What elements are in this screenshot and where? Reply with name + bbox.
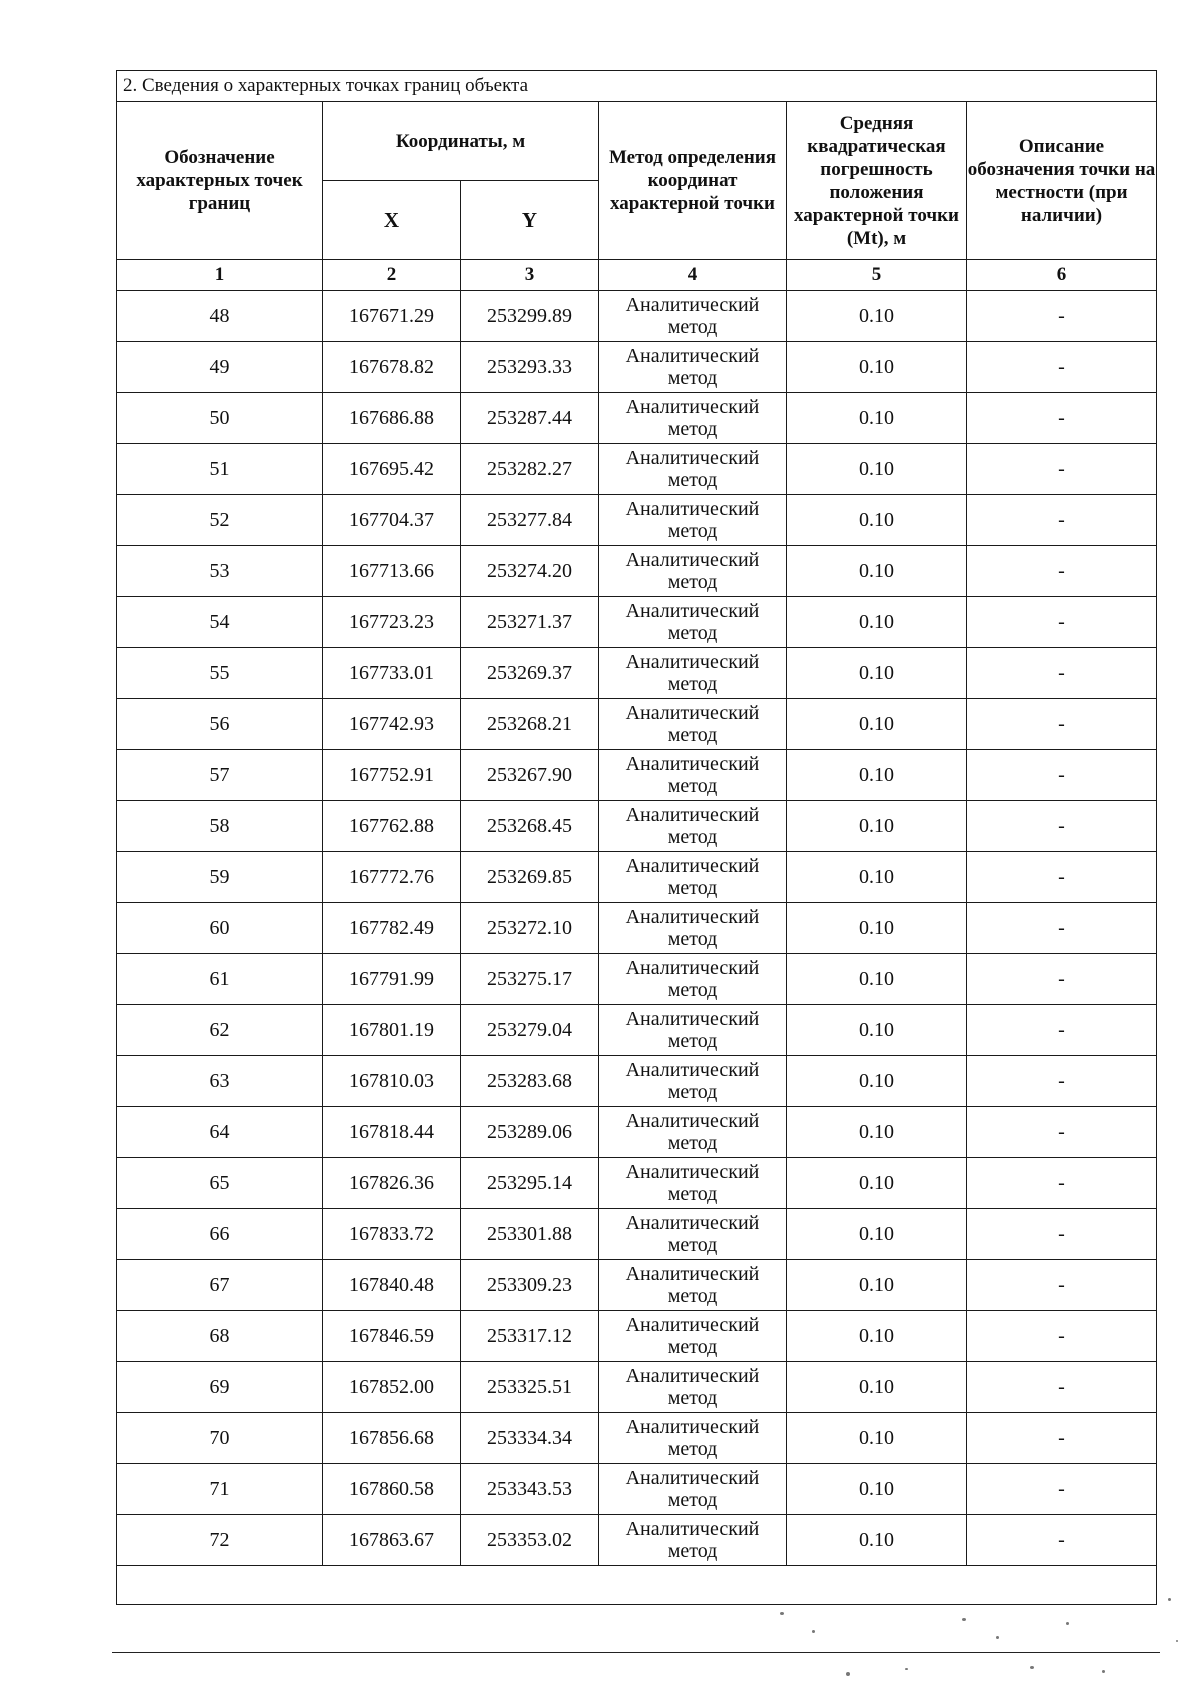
point-id-cell: 62 [117,1005,323,1056]
x-coordinate-cell: 167863.67 [323,1515,461,1566]
boundary-points-sheet [116,70,1156,1605]
y-coordinate-cell: 253269.85 [461,852,599,903]
y-coordinate-cell: 253271.37 [461,597,599,648]
mean-error-cell: 0.10 [787,954,967,1005]
x-coordinate-cell: 167733.01 [323,648,461,699]
mean-error-cell: 0.10 [787,597,967,648]
method-line-2: метод [667,826,718,848]
method-line-1: Аналитический [625,1416,760,1438]
method-line-1: Аналитический [625,1110,760,1132]
method-line-2: метод [667,1030,718,1052]
x-coordinate-cell: 167752.91 [323,750,461,801]
method-line-1: Аналитический [625,906,760,928]
description-cell: - [967,954,1157,1005]
point-id-cell: 57 [117,750,323,801]
point-id-cell: 67 [117,1260,323,1311]
y-coordinate-cell: 253295.14 [461,1158,599,1209]
mean-error-cell: 0.10 [787,1107,967,1158]
method-line-1: Аналитический [625,1518,760,1540]
y-coordinate-cell: 253299.89 [461,291,599,342]
method-line-1: Аналитический [625,498,760,520]
x-coordinate-cell: 167801.19 [323,1005,461,1056]
mean-error-cell: 0.10 [787,1005,967,1056]
description-cell: - [967,699,1157,750]
mean-error-cell: 0.10 [787,546,967,597]
point-id-cell: 54 [117,597,323,648]
mean-error-cell: 0.10 [787,393,967,444]
method-line-2: метод [667,1234,718,1256]
y-coordinate-cell: 253274.20 [461,546,599,597]
method-line-2: метод [667,775,718,797]
x-coordinate-cell: 167852.00 [323,1362,461,1413]
y-coordinate-cell: 253269.37 [461,648,599,699]
table-footer-row [117,1566,1157,1605]
method-cell [599,801,787,852]
point-id-cell: 49 [117,342,323,393]
header-y: Y [461,181,599,260]
x-coordinate-cell: 167810.03 [323,1056,461,1107]
table-row [117,1005,1157,1056]
header-coordinates: Координаты, м [323,102,599,181]
method-cell [599,1260,787,1311]
method-line-1: Аналитический [625,549,760,571]
y-coordinate-cell: 253272.10 [461,903,599,954]
description-cell: - [967,444,1157,495]
column-number: 2 [323,260,461,291]
y-coordinate-cell: 253343.53 [461,1464,599,1515]
point-id-cell: 72 [117,1515,323,1566]
point-id-cell: 53 [117,546,323,597]
method-cell [599,444,787,495]
method-cell [599,546,787,597]
method-line-2: метод [667,418,718,440]
x-coordinate-cell: 167791.99 [323,954,461,1005]
method-cell [599,597,787,648]
description-cell: - [967,1413,1157,1464]
y-coordinate-cell: 253277.84 [461,495,599,546]
description-cell: - [967,750,1157,801]
y-coordinate-cell: 253275.17 [461,954,599,1005]
description-cell: - [967,1260,1157,1311]
x-coordinate-cell: 167840.48 [323,1260,461,1311]
boundary-points-table [116,70,1157,1605]
method-line-1: Аналитический [625,1467,760,1489]
method-cell [599,1209,787,1260]
method-cell [599,648,787,699]
mean-error-cell: 0.10 [787,699,967,750]
point-id-cell: 50 [117,393,323,444]
table-row [117,750,1157,801]
point-id-cell: 51 [117,444,323,495]
point-id-cell: 68 [117,1311,323,1362]
method-cell [599,495,787,546]
mean-error-cell: 0.10 [787,1209,967,1260]
point-id-cell: 61 [117,954,323,1005]
mean-error-cell: 0.10 [787,1413,967,1464]
mean-error-cell: 0.10 [787,903,967,954]
table-row [117,1362,1157,1413]
x-coordinate-cell: 167762.88 [323,801,461,852]
x-coordinate-cell: 167678.82 [323,342,461,393]
method-cell [599,1056,787,1107]
x-coordinate-cell: 167742.93 [323,699,461,750]
point-id-cell: 56 [117,699,323,750]
point-id-cell: 70 [117,1413,323,1464]
mean-error-cell: 0.10 [787,801,967,852]
method-line-1: Аналитический [625,1263,760,1285]
y-coordinate-cell: 253317.12 [461,1311,599,1362]
table-row [117,903,1157,954]
table-row [117,954,1157,1005]
description-cell: - [967,1464,1157,1515]
description-cell: - [967,546,1157,597]
table-row [117,1311,1157,1362]
x-coordinate-cell: 167833.72 [323,1209,461,1260]
table-row [117,852,1157,903]
header-point-designation: Обозначение характерных точек границ [117,102,323,260]
mean-error-cell: 0.10 [787,648,967,699]
mean-error-cell: 0.10 [787,1056,967,1107]
method-cell [599,852,787,903]
description-cell: - [967,1056,1157,1107]
mean-error-cell: 0.10 [787,342,967,393]
method-line-1: Аналитический [625,702,760,724]
table-row [117,495,1157,546]
method-cell [599,1311,787,1362]
description-cell: - [967,1158,1157,1209]
method-line-2: метод [667,1081,718,1103]
x-coordinate-cell: 167704.37 [323,495,461,546]
table-row [117,1464,1157,1515]
table-row [117,1209,1157,1260]
method-cell [599,342,787,393]
method-line-1: Аналитический [625,600,760,622]
point-id-cell: 64 [117,1107,323,1158]
description-cell: - [967,495,1157,546]
y-coordinate-cell: 253289.06 [461,1107,599,1158]
point-id-cell: 63 [117,1056,323,1107]
x-coordinate-cell: 167772.76 [323,852,461,903]
table-row [117,597,1157,648]
x-coordinate-cell: 167713.66 [323,546,461,597]
y-coordinate-cell: 253268.21 [461,699,599,750]
description-cell: - [967,801,1157,852]
method-cell [599,1362,787,1413]
point-id-cell: 65 [117,1158,323,1209]
column-number: 1 [117,260,323,291]
method-line-1: Аналитический [625,396,760,418]
x-coordinate-cell: 167686.88 [323,393,461,444]
y-coordinate-cell: 253268.45 [461,801,599,852]
point-id-cell: 55 [117,648,323,699]
y-coordinate-cell: 253282.27 [461,444,599,495]
description-cell: - [967,1005,1157,1056]
x-coordinate-cell: 167671.29 [323,291,461,342]
table-row [117,801,1157,852]
description-cell: - [967,597,1157,648]
column-number: 6 [967,260,1157,291]
y-coordinate-cell: 253279.04 [461,1005,599,1056]
y-coordinate-cell: 253267.90 [461,750,599,801]
method-line-2: метод [667,1183,718,1205]
method-line-2: метод [667,1132,718,1154]
description-cell: - [967,1209,1157,1260]
table-row [117,1413,1157,1464]
empty-footer-cell [117,1566,1157,1605]
point-id-cell: 52 [117,495,323,546]
mean-error-cell: 0.10 [787,291,967,342]
method-line-1: Аналитический [625,294,760,316]
table-row [117,342,1157,393]
point-id-cell: 69 [117,1362,323,1413]
method-line-2: метод [667,1336,718,1358]
header-description: Описание обозначения точки на местности (при наличии) [967,102,1157,260]
mean-error-cell: 0.10 [787,1311,967,1362]
mean-error-cell: 0.10 [787,1515,967,1566]
table-row [117,546,1157,597]
header-x: X [323,181,461,260]
description-cell: - [967,903,1157,954]
method-line-2: метод [667,877,718,899]
method-cell [599,1464,787,1515]
point-id-cell: 48 [117,291,323,342]
method-cell [599,750,787,801]
method-line-1: Аналитический [625,804,760,826]
table-row [117,1056,1157,1107]
method-cell [599,1413,787,1464]
method-line-2: метод [667,1489,718,1511]
method-line-1: Аналитический [625,1059,760,1081]
point-id-cell: 58 [117,801,323,852]
mean-error-cell: 0.10 [787,750,967,801]
method-line-2: метод [667,724,718,746]
method-line-1: Аналитический [625,1365,760,1387]
method-line-2: метод [667,367,718,389]
method-line-2: метод [667,1285,718,1307]
description-cell: - [967,342,1157,393]
description-cell: - [967,648,1157,699]
mean-error-cell: 0.10 [787,1260,967,1311]
method-line-2: метод [667,622,718,644]
method-line-1: Аналитический [625,1008,760,1030]
column-number: 3 [461,260,599,291]
table-row [117,1107,1157,1158]
table-row [117,699,1157,750]
method-line-2: метод [667,571,718,593]
mean-error-cell: 0.10 [787,852,967,903]
description-cell: - [967,1107,1157,1158]
method-line-2: метод [667,673,718,695]
description-cell: - [967,1362,1157,1413]
x-coordinate-cell: 167695.42 [323,444,461,495]
method-line-2: метод [667,1438,718,1460]
y-coordinate-cell: 253301.88 [461,1209,599,1260]
mean-error-cell: 0.10 [787,1158,967,1209]
method-line-2: метод [667,520,718,542]
method-cell [599,1107,787,1158]
method-cell [599,954,787,1005]
table-row [117,393,1157,444]
column-number-row [117,260,1157,291]
description-cell: - [967,1311,1157,1362]
header-mean-error: Средняя квадратическая погрешность положения характерной точки (Mt), м [787,102,967,260]
method-line-2: метод [667,469,718,491]
column-number: 5 [787,260,967,291]
method-line-1: Аналитический [625,855,760,877]
method-line-1: Аналитический [625,1314,760,1336]
y-coordinate-cell: 253325.51 [461,1362,599,1413]
mean-error-cell: 0.10 [787,1464,967,1515]
x-coordinate-cell: 167782.49 [323,903,461,954]
table-row [117,1158,1157,1209]
mean-error-cell: 0.10 [787,1362,967,1413]
method-line-2: метод [667,979,718,1001]
y-coordinate-cell: 253283.68 [461,1056,599,1107]
footer-rule [112,1652,1160,1653]
section-title: 2. Сведения о характерных точках границ объекта [117,71,1157,102]
table-row [117,444,1157,495]
method-line-1: Аналитический [625,1212,760,1234]
header-method: Метод определения координат характерной точки [599,102,787,260]
method-line-1: Аналитический [625,447,760,469]
method-cell [599,291,787,342]
x-coordinate-cell: 167826.36 [323,1158,461,1209]
description-cell: - [967,852,1157,903]
method-cell [599,1005,787,1056]
x-coordinate-cell: 167818.44 [323,1107,461,1158]
method-cell [599,699,787,750]
method-line-2: метод [667,1540,718,1562]
method-line-2: метод [667,928,718,950]
point-id-cell: 59 [117,852,323,903]
point-id-cell: 71 [117,1464,323,1515]
point-id-cell: 60 [117,903,323,954]
x-coordinate-cell: 167856.68 [323,1413,461,1464]
method-line-2: метод [667,1387,718,1409]
table-row [117,648,1157,699]
method-cell [599,1158,787,1209]
mean-error-cell: 0.10 [787,444,967,495]
method-cell [599,393,787,444]
method-line-1: Аналитический [625,957,760,979]
method-line-1: Аналитический [625,345,760,367]
method-line-1: Аналитический [625,1161,760,1183]
x-coordinate-cell: 167723.23 [323,597,461,648]
x-coordinate-cell: 167860.58 [323,1464,461,1515]
y-coordinate-cell: 253287.44 [461,393,599,444]
point-id-cell: 66 [117,1209,323,1260]
description-cell: - [967,291,1157,342]
column-number: 4 [599,260,787,291]
method-cell [599,1515,787,1566]
method-line-1: Аналитический [625,651,760,673]
method-cell [599,903,787,954]
y-coordinate-cell: 253353.02 [461,1515,599,1566]
y-coordinate-cell: 253293.33 [461,342,599,393]
y-coordinate-cell: 253309.23 [461,1260,599,1311]
method-line-2: метод [667,316,718,338]
table-row [117,1515,1157,1566]
table-row [117,1260,1157,1311]
mean-error-cell: 0.10 [787,495,967,546]
table-row [117,291,1157,342]
description-cell: - [967,393,1157,444]
description-cell: - [967,1515,1157,1566]
y-coordinate-cell: 253334.34 [461,1413,599,1464]
method-line-1: Аналитический [625,753,760,775]
x-coordinate-cell: 167846.59 [323,1311,461,1362]
